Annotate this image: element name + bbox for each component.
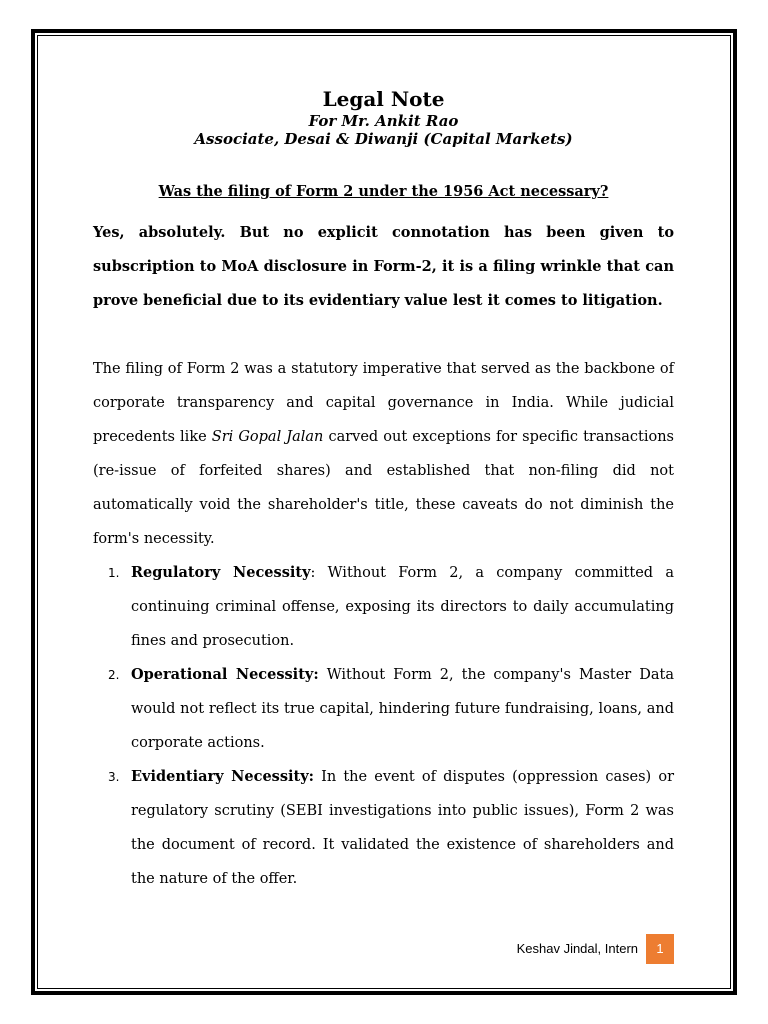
- necessity-list: [93, 556, 674, 896]
- answer-paragraph: Yes, absolutely. But no explicit connotation has been given to subscription to MoA disclosure in Form-2, it is a filing wrinkle that can prove beneficial due to its evidentiary value lest it comes to litigation.: [93, 224, 674, 309]
- document-body: [93, 86, 674, 896]
- page-number-badge: 1: [646, 934, 674, 964]
- body-text-part2: carved out exceptions for specific transactions (re-issue of forfeited shares) and established that non-filing did not automatically void the shareholder's title, these caveats do not diminish the form's necessity.: [93, 429, 674, 547]
- list-item-lead: Operational Necessity:: [131, 666, 319, 683]
- list-item-number: 1.: [108, 566, 120, 580]
- case-name: Sri Gopal Jalan: [211, 429, 324, 445]
- list-item: [93, 658, 674, 760]
- list-item-text: In the event of disputes (oppression cases) or regulatory scrutiny (SEBI investigations into public issues), Form 2 was the document of record. It validated the existence of shareholders and the nature of the offer.: [131, 769, 675, 887]
- list-item: [93, 556, 674, 658]
- question-heading: Was the filing of Form 2 under the 1956 Act necessary?: [158, 183, 609, 200]
- body-text-part1: The filing of Form 2 was a statutory imperative that served as the backbone of corporate transparency and capital governance in India. While judicial precedents like: [93, 361, 674, 445]
- list-item-number: 2.: [108, 668, 120, 682]
- document-title: Legal Note: [322, 87, 445, 111]
- list-item-text: : Without Form 2, a company committed a continuing criminal offense, exposing its directors to daily accumulating fines and prosecution.: [131, 565, 674, 649]
- recipient-role-line: Associate, Desai & Diwanji (Capital Markets): [194, 130, 573, 148]
- list-item-text: Without Form 2, the company's Master Data would not reflect its true capital, hindering future fundraising, loans, and corporate actions.: [131, 667, 674, 751]
- body-paragraph: [93, 352, 674, 556]
- list-item-lead: Evidentiary Necessity:: [131, 768, 314, 785]
- list-item: [93, 760, 674, 896]
- recipient-line: For Mr. Ankit Rao: [308, 112, 459, 130]
- footer-author: Keshav Jindal, Intern: [516, 941, 638, 956]
- list-item-number: 3.: [108, 770, 120, 784]
- list-item-lead: Regulatory Necessity: [131, 564, 311, 581]
- page-footer: [440, 934, 676, 964]
